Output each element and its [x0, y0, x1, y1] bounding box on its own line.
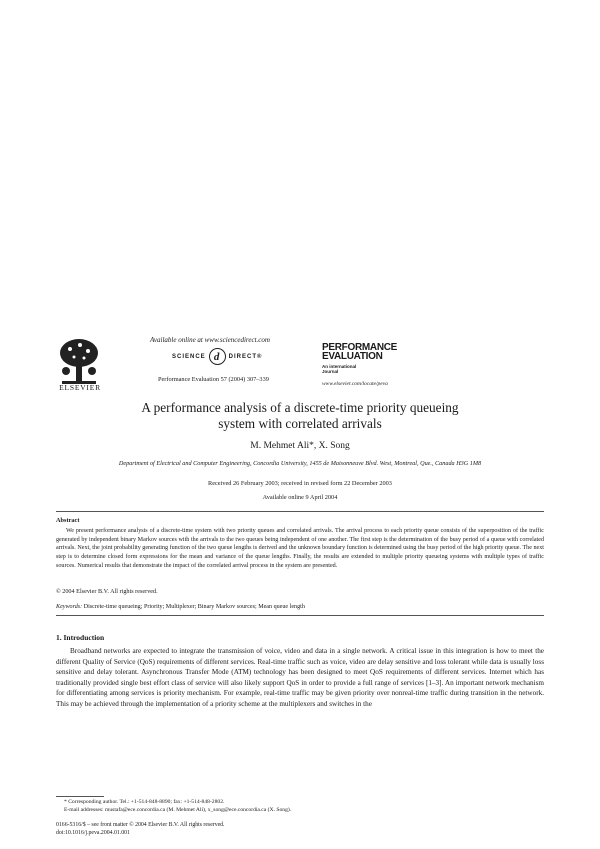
footnote-corresponding-author: * Corresponding author. Tel.: +1-514-848-8890; fax: +1-514-848-2802.: [64, 799, 225, 805]
abstract-text: We present performance analysis of a discrete-time system with two priority queues and correlated arrivals. The arrival process to each priority queue consists of the superposition of the traffic generated by independent binary Markov sources with the arrivals to the two queues being independent of one another. The first step is the determination of the busy period of a queue with correlated arrivals. Next, the joint probability generating function of the two queue lengths is derived and the unknown boundary function is determined using the busy period of the high priority queue. The next step is to determine closed form expressions for the mean and variance of the queue lengths. Finally, the results are extended to multiple priority queueing systems with multiple types of traffic sources. Numerical results that demonstrate the impact of the correlated arrival process in the system are presented.: [56, 528, 544, 569]
introduction-paragraph: Broadband networks are expected to integrate the transmission of voice, video and data in a single network. A critical issue in this integration is how to meet the different Quality of Service (QoS) requirements of different services. Real-time traffic such as voice, video are delay sensitive and loss tolerant while data is usually loss sensitive and delay tolerant. Asynchronous Transfer Mode (ATM) technology has been designed to meet QoS requirements of different services. Internet which has traditionally provided single best effort class of service will also likely support QoS in order to provide a full range of services [1–3]. An important network mechanism for differentiating among services is priority mechanism. For example, real-time traffic may be given priority over nonreal-time traffic during transition in the network. This may be achieved through the implementation of a priority scheme at the multiplexers and switches in the: [56, 647, 544, 708]
available-online-date: Available online 9 April 2004: [262, 494, 338, 501]
footnote-divider: [56, 796, 104, 797]
available-online-text[interactable]: Available online at www.sciencedirect.com: [150, 336, 270, 344]
sciencedirect-symbol-icon: d: [209, 348, 226, 365]
abstract-copyright: © 2004 Elsevier B.V. All rights reserved.: [56, 588, 158, 595]
abstract-heading: Abstract: [56, 517, 80, 524]
footnote-email-addresses: E-mail addresses: mustafa@ece.concordia.ca (M. Mehmet Ali), x_song@ece.concordia.ca (X. Song).: [64, 807, 292, 813]
journal-url[interactable]: www.elsevier.com/locate/peva: [322, 381, 388, 387]
journal-logo: [322, 343, 397, 361]
author-affiliation: Department of Electrical and Computer Engineering, Concordia University, 1455 de Maisonneuve Blvd. West, Montreal, Que., Canada H3G 1M8: [118, 460, 482, 467]
keywords: [56, 604, 544, 610]
journal-citation: Performance Evaluation 57 (2004) 307–339: [158, 376, 269, 383]
article-title: A performance analysis of a discrete-time priority queueing system with correlated arrivals: [141, 400, 459, 431]
journal-logo-sub2: Journal: [322, 369, 339, 374]
abstract-bottom-divider: [56, 615, 544, 616]
elsevier-tree-logo: [56, 337, 102, 387]
sciencedirect-logo: [172, 348, 262, 365]
article-authors: M. Mehmet Ali*, X. Song: [250, 441, 350, 451]
journal-logo-subtitle: [322, 364, 356, 374]
abstract-top-divider: [56, 511, 544, 512]
section-heading-introduction: 1. Introduction: [56, 633, 105, 642]
journal-logo-line2: EVALUATION: [322, 351, 383, 362]
journal-logo-line1: PERFORMANCE: [322, 342, 398, 353]
doi-line[interactable]: doi:10.1016/j.peva.2004.01.001: [56, 830, 130, 836]
received-dates: Received 26 February 2003; received in revised form 22 December 2003: [208, 480, 392, 487]
journal-logo-sub1: An international: [322, 364, 357, 369]
keywords-text: Discrete-time queueing; Priority; Multiplexer; Binary Markov sources; Mean queue length: [82, 604, 305, 610]
keywords-label: Keywords:: [56, 604, 83, 610]
issn-line: 0166-5316/$ – see front matter © 2004 Elsevier B.V. All rights reserved.: [56, 822, 225, 828]
sciencedirect-right: DIRECT®: [228, 353, 263, 360]
sciencedirect-left: SCIENCE: [172, 353, 206, 360]
publisher-name: ELSEVIER: [59, 383, 101, 392]
